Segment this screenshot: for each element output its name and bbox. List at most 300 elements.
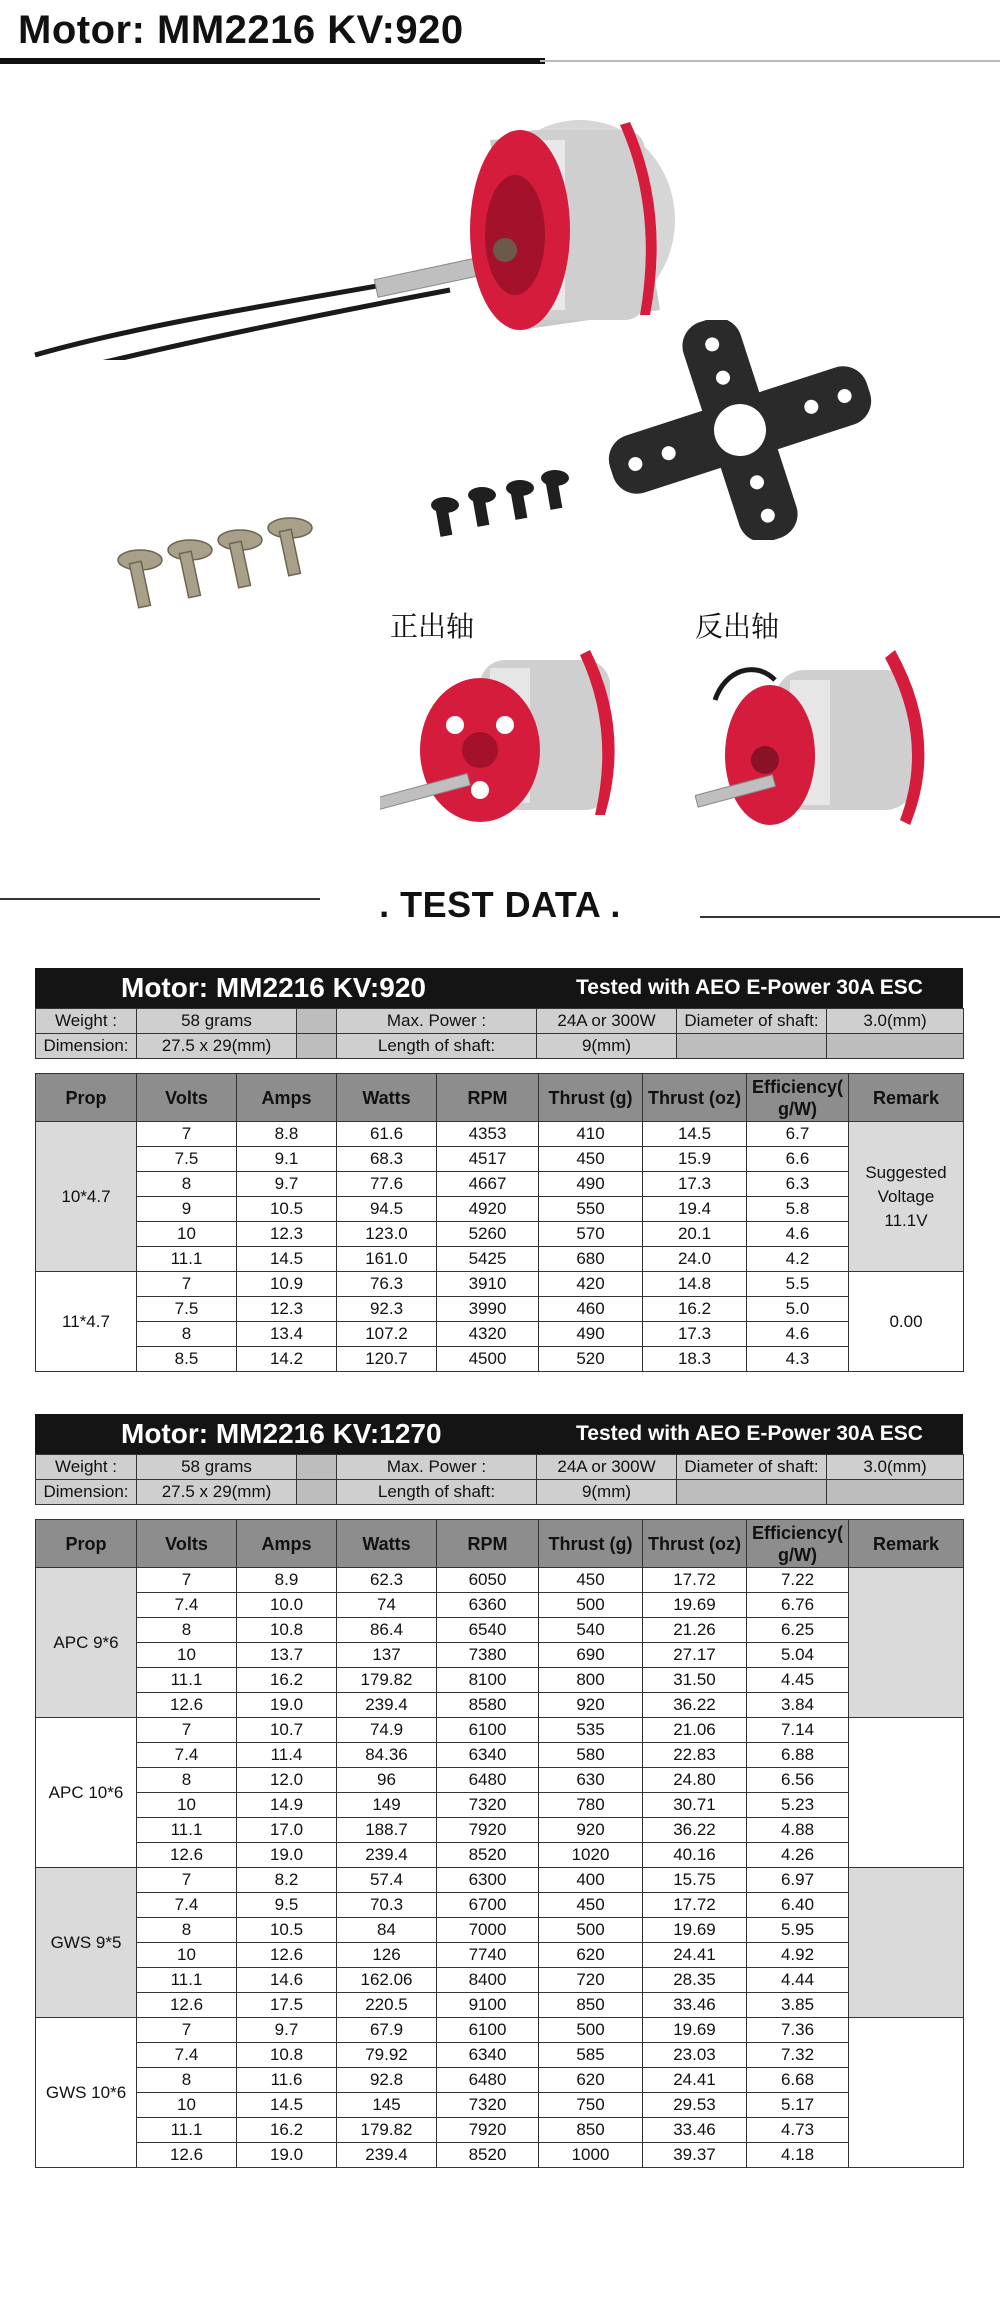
table-cell: 10 <box>137 1643 237 1668</box>
table-row <box>36 1172 964 1197</box>
table-cell: 4.6 <box>747 1222 849 1247</box>
table-cell: 96 <box>337 1768 437 1793</box>
table-row <box>36 2068 964 2093</box>
column-header: Amps <box>237 1520 337 1568</box>
table-cell: 10 <box>137 1943 237 1968</box>
table-cell: 33.46 <box>643 1993 747 2018</box>
table-cell: 6.6 <box>747 1147 849 1172</box>
table-cell: 6.3 <box>747 1172 849 1197</box>
table-cell: 6.7 <box>747 1122 849 1147</box>
table-cell: 780 <box>539 1793 643 1818</box>
table-cell: 580 <box>539 1743 643 1768</box>
table-cell: 16.2 <box>237 1668 337 1693</box>
reverse-shaft-label: 反出轴 <box>695 610 780 643</box>
table-cell: 220.5 <box>337 1993 437 2018</box>
spec-blank <box>297 1480 337 1505</box>
test-data-banner: . TEST DATA . <box>379 884 621 925</box>
table-cell: 535 <box>539 1718 643 1743</box>
normal-shaft-label: 正出轴 <box>390 610 475 643</box>
table-cell: 500 <box>539 1593 643 1618</box>
table-cell: 500 <box>539 1918 643 1943</box>
table-cell: 850 <box>539 2118 643 2143</box>
table-cell: 12.6 <box>137 1693 237 1718</box>
table-header-row <box>36 1520 964 1568</box>
table-cell: 1020 <box>539 1843 643 1868</box>
table-cell: 12.3 <box>237 1297 337 1322</box>
table-cell: 5260 <box>437 1222 539 1247</box>
table-cell: 12.0 <box>237 1768 337 1793</box>
table-cell: 10.5 <box>237 1197 337 1222</box>
table-cell: 76.3 <box>337 1272 437 1297</box>
table-row <box>36 1122 964 1147</box>
table-cell: 4.45 <box>747 1668 849 1693</box>
table-title-bar <box>35 1414 963 1454</box>
table-cell: 7.22 <box>747 1568 849 1593</box>
table-cell: 79.92 <box>337 2043 437 2068</box>
table-cell: 5.0 <box>747 1297 849 1322</box>
table-cell: 14.5 <box>237 2093 337 2118</box>
column-header: Thrust (g) <box>539 1520 643 1568</box>
table-cell: 16.2 <box>237 2118 337 2143</box>
table-cell: 17.0 <box>237 1818 337 1843</box>
table-cell: 8520 <box>437 1843 539 1868</box>
table-cell: 6100 <box>437 1718 539 1743</box>
table-cell: 7 <box>137 1272 237 1297</box>
table-cell: 4320 <box>437 1322 539 1347</box>
table-cell: 8 <box>137 1172 237 1197</box>
table-cell: 77.6 <box>337 1172 437 1197</box>
table-cell: 620 <box>539 1943 643 1968</box>
table-row <box>36 2043 964 2068</box>
table-cell: 420 <box>539 1272 643 1297</box>
spec-label: Weight : <box>36 1009 137 1034</box>
table-cell: 6700 <box>437 1893 539 1918</box>
table-cell: 750 <box>539 2093 643 2118</box>
column-header: Prop <box>36 1074 137 1122</box>
table-title: Motor: MM2216 KV:1270 <box>121 1418 442 1449</box>
table-cell: 70.3 <box>337 1893 437 1918</box>
table-cell: 8100 <box>437 1668 539 1693</box>
table-cell: 550 <box>539 1197 643 1222</box>
table-cell: 5.5 <box>747 1272 849 1297</box>
table-row <box>36 1793 964 1818</box>
table-cell: 92.8 <box>337 2068 437 2093</box>
table-cell: 13.4 <box>237 1322 337 1347</box>
table-row <box>36 1322 964 1347</box>
table-row <box>36 1272 964 1297</box>
table-row <box>36 1868 964 1893</box>
remark-cell <box>849 2018 964 2168</box>
table-cell: 239.4 <box>337 1843 437 1868</box>
table-cell: 410 <box>539 1122 643 1147</box>
table-cell: 920 <box>539 1693 643 1718</box>
table-cell: 30.71 <box>643 1793 747 1818</box>
table-cell: 7320 <box>437 2093 539 2118</box>
table-cell: 8 <box>137 1768 237 1793</box>
table-cell: 920 <box>539 1818 643 1843</box>
table-row <box>36 1943 964 1968</box>
table-cell: 1000 <box>539 2143 643 2168</box>
prop-cell: APC 10*6 <box>36 1718 137 1868</box>
table-cell: 123.0 <box>337 1222 437 1247</box>
column-header: Thrust (oz) <box>643 1074 747 1122</box>
table-cell: 10.5 <box>237 1918 337 1943</box>
normal-shaft-motor-image <box>380 640 640 860</box>
table-cell: 400 <box>539 1868 643 1893</box>
table-cell: 490 <box>539 1322 643 1347</box>
spec-table <box>35 1008 964 1059</box>
column-header: Watts <box>337 1520 437 1568</box>
table-cell: 720 <box>539 1968 643 1993</box>
table-cell: 86.4 <box>337 1618 437 1643</box>
table-row <box>36 2018 964 2043</box>
table-row <box>36 1693 964 1718</box>
table-cell: 161.0 <box>337 1247 437 1272</box>
table-cell: 630 <box>539 1768 643 1793</box>
table-cell: 8400 <box>437 1968 539 1993</box>
column-header: Watts <box>337 1074 437 1122</box>
spec-blank <box>827 1480 964 1505</box>
remark-cell: Suggested Voltage 11.1V <box>849 1122 964 1272</box>
column-header: Volts <box>137 1074 237 1122</box>
prop-cell: 10*4.7 <box>36 1122 137 1272</box>
table-cell: 6.40 <box>747 1893 849 1918</box>
column-header: Amps <box>237 1074 337 1122</box>
table-cell: 490 <box>539 1172 643 1197</box>
spec-value: 58 grams <box>137 1009 297 1034</box>
table-cell: 12.6 <box>137 1843 237 1868</box>
table-cell: 850 <box>539 1993 643 2018</box>
table-cell: 8 <box>137 2068 237 2093</box>
table-cell: 19.4 <box>643 1197 747 1222</box>
table-cell: 6.88 <box>747 1743 849 1768</box>
table-cell: 20.1 <box>643 1222 747 1247</box>
table-cell: 14.2 <box>237 1347 337 1372</box>
table-cell: 3.84 <box>747 1693 849 1718</box>
table-cell: 10.7 <box>237 1718 337 1743</box>
spec-blank <box>677 1034 827 1059</box>
table-cell: 4.3 <box>747 1347 849 1372</box>
table-cell: 19.69 <box>643 1593 747 1618</box>
table-cell: 7.4 <box>137 1593 237 1618</box>
table-cell: 7.14 <box>747 1718 849 1743</box>
table-cell: 6540 <box>437 1618 539 1643</box>
remark-cell: 0.00 <box>849 1272 964 1372</box>
reverse-shaft-motor-image <box>695 640 955 860</box>
spec-value: 27.5 x 29(mm) <box>137 1034 297 1059</box>
table-cell: 84.36 <box>337 1743 437 1768</box>
spec-label: Length of shaft: <box>337 1480 537 1505</box>
test-table-kv920 <box>35 968 963 1372</box>
table-cell: 460 <box>539 1297 643 1322</box>
table-cell: 7 <box>137 1122 237 1147</box>
column-header: Remark <box>849 1074 964 1122</box>
table-cell: 57.4 <box>337 1868 437 1893</box>
table-cell: 620 <box>539 2068 643 2093</box>
table-cell: 120.7 <box>337 1347 437 1372</box>
spec-label: Length of shaft: <box>337 1034 537 1059</box>
table-cell: 8520 <box>437 2143 539 2168</box>
table-cell: 5.04 <box>747 1643 849 1668</box>
table-cell: 450 <box>539 1568 643 1593</box>
table-cell: 11.1 <box>137 1968 237 1993</box>
spec-value: 9(mm) <box>537 1034 677 1059</box>
mount-plate-image <box>585 320 895 540</box>
table-row <box>36 1197 964 1222</box>
table-cell: 68.3 <box>337 1147 437 1172</box>
remark-cell <box>849 1568 964 1718</box>
table-cell: 6100 <box>437 2018 539 2043</box>
table-cell: 4.6 <box>747 1322 849 1347</box>
table-row <box>36 1968 964 1993</box>
table-cell: 10.9 <box>237 1272 337 1297</box>
table-cell: 8 <box>137 1618 237 1643</box>
header-rule <box>540 60 1000 62</box>
table-cell: 7.32 <box>747 2043 849 2068</box>
table-cell: 12.6 <box>137 2143 237 2168</box>
table-row <box>36 1918 964 1943</box>
table-cell: 9100 <box>437 1993 539 2018</box>
table-title: Motor: MM2216 KV:920 <box>121 972 426 1003</box>
table-cell: 21.26 <box>643 1618 747 1643</box>
table-cell: 239.4 <box>337 1693 437 1718</box>
table-test-note: Tested with AEO E-Power 30A ESC <box>576 1422 923 1445</box>
table-cell: 7920 <box>437 1818 539 1843</box>
table-cell: 36.22 <box>643 1818 747 1843</box>
column-header: RPM <box>437 1074 539 1122</box>
table-cell: 137 <box>337 1643 437 1668</box>
table-cell: 10 <box>137 1222 237 1247</box>
table-cell: 29.53 <box>643 2093 747 2118</box>
table-cell: 36.22 <box>643 1693 747 1718</box>
table-cell: 6340 <box>437 1743 539 1768</box>
table-cell: 5.17 <box>747 2093 849 2118</box>
table-cell: 4.92 <box>747 1943 849 1968</box>
column-header: Thrust (g) <box>539 1074 643 1122</box>
spec-blank <box>297 1009 337 1034</box>
column-header: Volts <box>137 1520 237 1568</box>
table-cell: 11.1 <box>137 1818 237 1843</box>
table-cell: 6.68 <box>747 2068 849 2093</box>
table-cell: 450 <box>539 1147 643 1172</box>
table-cell: 18.3 <box>643 1347 747 1372</box>
table-cell: 540 <box>539 1618 643 1643</box>
table-cell: 7.5 <box>137 1297 237 1322</box>
table-cell: 19.69 <box>643 1918 747 1943</box>
table-row <box>36 1743 964 1768</box>
table-cell: 680 <box>539 1247 643 1272</box>
table-cell: 40.16 <box>643 1843 747 1868</box>
table-cell: 4517 <box>437 1147 539 1172</box>
table-cell: 92.3 <box>337 1297 437 1322</box>
table-cell: 8 <box>137 1918 237 1943</box>
table-cell: 7.4 <box>137 2043 237 2068</box>
table-row <box>36 1818 964 1843</box>
table-row <box>36 2118 964 2143</box>
table-cell: 94.5 <box>337 1197 437 1222</box>
spec-blank <box>827 1034 964 1059</box>
table-cell: 7740 <box>437 1943 539 1968</box>
table-cell: 12.3 <box>237 1222 337 1247</box>
table-cell: 4920 <box>437 1197 539 1222</box>
table-cell: 520 <box>539 1347 643 1372</box>
table-row <box>36 1297 964 1322</box>
spec-blank <box>297 1455 337 1480</box>
spec-value: 24A or 300W <box>537 1009 677 1034</box>
table-cell: 28.35 <box>643 1968 747 1993</box>
table-row <box>36 1247 964 1272</box>
table-cell: 11.6 <box>237 2068 337 2093</box>
spec-row <box>36 1009 964 1034</box>
table-cell: 14.6 <box>237 1968 337 1993</box>
table-cell: 6300 <box>437 1868 539 1893</box>
table-cell: 6480 <box>437 2068 539 2093</box>
table-cell: 16.2 <box>643 1297 747 1322</box>
spec-blank <box>677 1480 827 1505</box>
table-cell: 188.7 <box>337 1818 437 1843</box>
page-header <box>0 0 1000 70</box>
table-cell: 5425 <box>437 1247 539 1272</box>
table-row <box>36 1593 964 1618</box>
table-cell: 3.85 <box>747 1993 849 2018</box>
table-cell: 4.88 <box>747 1818 849 1843</box>
spec-value: 3.0(mm) <box>827 1009 964 1034</box>
table-cell: 126 <box>337 1943 437 1968</box>
table-cell: 149 <box>337 1793 437 1818</box>
remark-cell <box>849 1868 964 2018</box>
spec-row <box>36 1034 964 1059</box>
table-row <box>36 1347 964 1372</box>
prop-cell: APC 9*6 <box>36 1568 137 1718</box>
table-cell: 107.2 <box>337 1322 437 1347</box>
table-row <box>36 1993 964 2018</box>
table-cell: 8.8 <box>237 1122 337 1147</box>
table-cell: 5.95 <box>747 1918 849 1943</box>
spec-label: Max. Power : <box>337 1455 537 1480</box>
table-cell: 27.17 <box>643 1643 747 1668</box>
column-header: Efficiency( g/W) <box>747 1074 849 1122</box>
table-cell: 8.9 <box>237 1568 337 1593</box>
spec-row <box>36 1480 964 1505</box>
table-cell: 24.41 <box>643 2068 747 2093</box>
table-cell: 9.1 <box>237 1147 337 1172</box>
table-cell: 7 <box>137 2018 237 2043</box>
table-cell: 24.0 <box>643 1247 747 1272</box>
table-cell: 7000 <box>437 1918 539 1943</box>
table-cell: 10 <box>137 1793 237 1818</box>
table-cell: 17.72 <box>643 1568 747 1593</box>
thrust-data-table <box>35 1073 964 1372</box>
bolt-icon <box>420 460 580 550</box>
table-cell: 6480 <box>437 1768 539 1793</box>
column-header: Thrust (oz) <box>643 1520 747 1568</box>
table-cell: 7 <box>137 1568 237 1593</box>
table-cell: 4.2 <box>747 1247 849 1272</box>
table-cell: 6.25 <box>747 1618 849 1643</box>
table-cell: 7.5 <box>137 1147 237 1172</box>
prop-cell: GWS 9*5 <box>36 1868 137 2018</box>
column-header: Remark <box>849 1520 964 1568</box>
table-cell: 19.0 <box>237 2143 337 2168</box>
column-header: RPM <box>437 1520 539 1568</box>
table-cell: 450 <box>539 1893 643 1918</box>
table-cell: 61.6 <box>337 1122 437 1147</box>
table-cell: 4.44 <box>747 1968 849 1993</box>
table-cell: 19.0 <box>237 1843 337 1868</box>
table-cell: 7320 <box>437 1793 539 1818</box>
table-row <box>36 2093 964 2118</box>
spec-table <box>35 1454 964 1505</box>
table-cell: 6.97 <box>747 1868 849 1893</box>
table-cell: 15.75 <box>643 1868 747 1893</box>
table-cell: 7.4 <box>137 1893 237 1918</box>
test-table-kv1270 <box>35 1414 963 2168</box>
spec-value: 3.0(mm) <box>827 1455 964 1480</box>
table-cell: 24.41 <box>643 1943 747 1968</box>
screw-icon <box>110 500 320 620</box>
table-row <box>36 1222 964 1247</box>
table-cell: 570 <box>539 1222 643 1247</box>
table-cell: 500 <box>539 2018 643 2043</box>
table-row <box>36 1643 964 1668</box>
table-cell: 9 <box>137 1197 237 1222</box>
table-cell: 17.3 <box>643 1322 747 1347</box>
table-cell: 4.26 <box>747 1843 849 1868</box>
table-title-bar <box>35 968 963 1008</box>
table-cell: 10.8 <box>237 2043 337 2068</box>
table-cell: 74 <box>337 1593 437 1618</box>
table-cell: 6340 <box>437 2043 539 2068</box>
table-cell: 17.5 <box>237 1993 337 2018</box>
table-cell: 12.6 <box>137 1993 237 2018</box>
table-cell: 800 <box>539 1668 643 1693</box>
spec-label: Diameter of shaft: <box>677 1455 827 1480</box>
table-cell: 3910 <box>437 1272 539 1297</box>
table-row <box>36 1568 964 1593</box>
table-test-note: Tested with AEO E-Power 30A ESC <box>576 976 923 999</box>
prop-cell: 11*4.7 <box>36 1272 137 1372</box>
table-cell: 39.37 <box>643 2143 747 2168</box>
table-cell: 6050 <box>437 1568 539 1593</box>
table-cell: 12.6 <box>237 1943 337 1968</box>
table-cell: 4353 <box>437 1122 539 1147</box>
table-cell: 7 <box>137 1718 237 1743</box>
table-cell: 5.8 <box>747 1197 849 1222</box>
table-cell: 9.5 <box>237 1893 337 1918</box>
table-cell: 690 <box>539 1643 643 1668</box>
table-cell: 7.36 <box>747 2018 849 2043</box>
table-cell: 11.1 <box>137 2118 237 2143</box>
spec-value: 24A or 300W <box>537 1455 677 1480</box>
table-cell: 10.8 <box>237 1618 337 1643</box>
table-row <box>36 2143 964 2168</box>
spec-value: 58 grams <box>137 1455 297 1480</box>
table-cell: 19.0 <box>237 1693 337 1718</box>
table-row <box>36 1893 964 1918</box>
table-cell: 7380 <box>437 1643 539 1668</box>
table-row <box>36 1768 964 1793</box>
table-cell: 4500 <box>437 1347 539 1372</box>
table-cell: 162.06 <box>337 1968 437 1993</box>
table-cell: 31.50 <box>643 1668 747 1693</box>
table-row <box>36 1843 964 1868</box>
spec-blank <box>297 1034 337 1059</box>
spec-value: 9(mm) <box>537 1480 677 1505</box>
table-cell: 21.06 <box>643 1718 747 1743</box>
table-cell: 23.03 <box>643 2043 747 2068</box>
table-cell: 7.4 <box>137 1743 237 1768</box>
table-cell: 14.8 <box>643 1272 747 1297</box>
